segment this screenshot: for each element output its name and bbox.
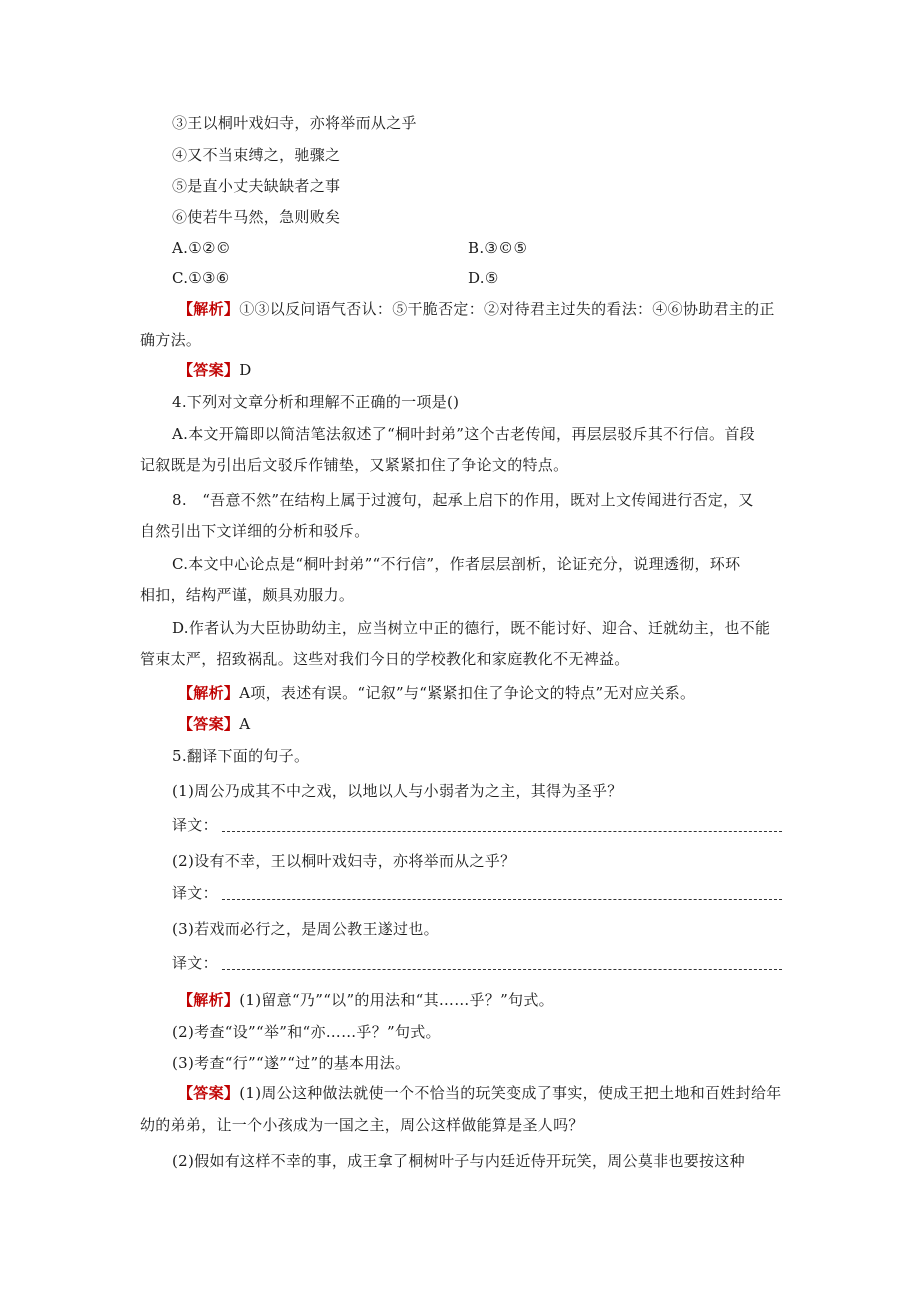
q4-analysis [178, 683, 695, 703]
q5-translation-3 [172, 953, 782, 973]
q3-analysis [178, 299, 775, 319]
q4-option-a-1: A.本文开篇即以简洁笔法叙述了“桐叶封弟”这个古老传闻，再层层驳斥其不行信。首段 [172, 425, 755, 443]
q5-stem: 5.翻译下面的句子。 [172, 747, 310, 765]
option-3: ③王以桐叶戏妇寺，亦将举而从之乎 [172, 114, 417, 132]
q4-option-d-2: 管束太严，招致祸乱。这些对我们今日的学校教化和家庭教化不无裨益。 [140, 650, 630, 668]
choice-d: D.⑤ [468, 269, 499, 287]
q5-answer-text-1a: (1)周公这种做法就使一个不恰当的玩笑变成了事实，使成王把土地和百姓封给年 [239, 1084, 782, 1102]
q5-analysis-text-3: (3)考查“行”“遂”“过”的基本用法。 [172, 1054, 411, 1072]
q5-sentence-3: (3)若戏而必行之，是周公教王遂过也。 [172, 920, 439, 938]
q3-answer [178, 360, 252, 380]
q4-option-a-2: 记叙既是为引出后文驳斥作铺垫，又紧紧扣住了争论文的特点。 [140, 456, 569, 474]
option-4: ④又不当束缚之，驰骤之 [172, 146, 341, 164]
q5-sentence-1: (1)周公乃成其不中之戏，以地以人与小弱者为之主，其得为圣乎？ [172, 782, 623, 800]
q4-stem: 4.下列对文章分析和理解不正确的一项是() [172, 393, 460, 411]
q4-option-c-2: 相扣，结构严谨，颇具劝服力。 [140, 586, 355, 604]
q4-answer [178, 714, 250, 734]
q5-sentence-2: (2)设有不幸，王以桐叶戏妇寺，亦将举而从之乎？ [172, 852, 516, 870]
answer-tag: 【答案】 [178, 361, 240, 379]
answer-tag: 【答案】 [178, 1084, 240, 1102]
translation-label: 译文： [172, 816, 218, 834]
analysis-tag: 【解析】 [178, 300, 240, 318]
q3-analysis-text-1: ①③以反问语气否认：⑤干脆否定：②对待君主过失的看法：④⑥协助君主的正 [239, 300, 775, 318]
q5-analysis-text-2: (2)考查“设”“举”和“亦……乎？”句式。 [172, 1023, 441, 1041]
choice-c: C.①③⑥ [172, 269, 230, 287]
option-6: ⑥使若牛马然，急则败矣 [172, 208, 341, 226]
q5-analysis [178, 990, 554, 1010]
q5-answer [178, 1083, 782, 1103]
q5-answer-text-1b: 幼的弟弟，让一个小孩成为一国之主，周公这样做能算是圣人吗？ [140, 1116, 584, 1134]
analysis-tag: 【解析】 [178, 684, 240, 702]
q5-translation-1 [172, 815, 782, 835]
option-5: ⑤是直小丈夫缺缺者之事 [172, 177, 341, 195]
q4-option-c-1: C.本文中心论点是“桐叶封弟”“不行信”，作者层层剖析，论证充分，说理透彻，环环 [172, 555, 741, 573]
answer-tag: 【答案】 [178, 715, 240, 733]
analysis-tag: 【解析】 [178, 991, 240, 1009]
translation-blank[interactable] [222, 959, 782, 970]
q4-answer-value: A [239, 715, 251, 733]
q5-analysis-text-1: (1)留意“乃”“以”的用法和“其……乎？”句式。 [239, 991, 554, 1009]
choice-a: A.①②© [172, 239, 231, 257]
q5-answer-text-2: (2)假如有这样不幸的事，成王拿了桐树叶子与内廷近侍开玩笑，周公莫非也要按这种 [172, 1152, 745, 1170]
q4-analysis-text: A项，表述有误。“记叙”与“紧紧扣住了争论文的特点”无对应关系。 [239, 684, 696, 702]
q4-option-d-1: D.作者认为大臣协助幼主，应当树立中正的德行，既不能讨好、迎合、迁就幼主，也不能 [172, 619, 771, 637]
q4-option-b-1: 8. “吾意不然”在结构上属于过渡句，起承上启下的作用，既对上文传闻进行否定，又 [172, 491, 754, 509]
q3-analysis-text-2: 确方法。 [140, 331, 202, 349]
q3-answer-value: D [239, 361, 252, 379]
translation-blank[interactable] [222, 889, 782, 900]
choice-b: B.③©⑤ [468, 239, 528, 257]
translation-label: 译文： [172, 954, 218, 972]
translation-blank[interactable] [222, 821, 782, 832]
q4-option-b-2: 自然引出下文详细的分析和驳斥。 [140, 522, 370, 540]
q5-translation-2 [172, 883, 782, 903]
translation-label: 译文： [172, 884, 218, 902]
